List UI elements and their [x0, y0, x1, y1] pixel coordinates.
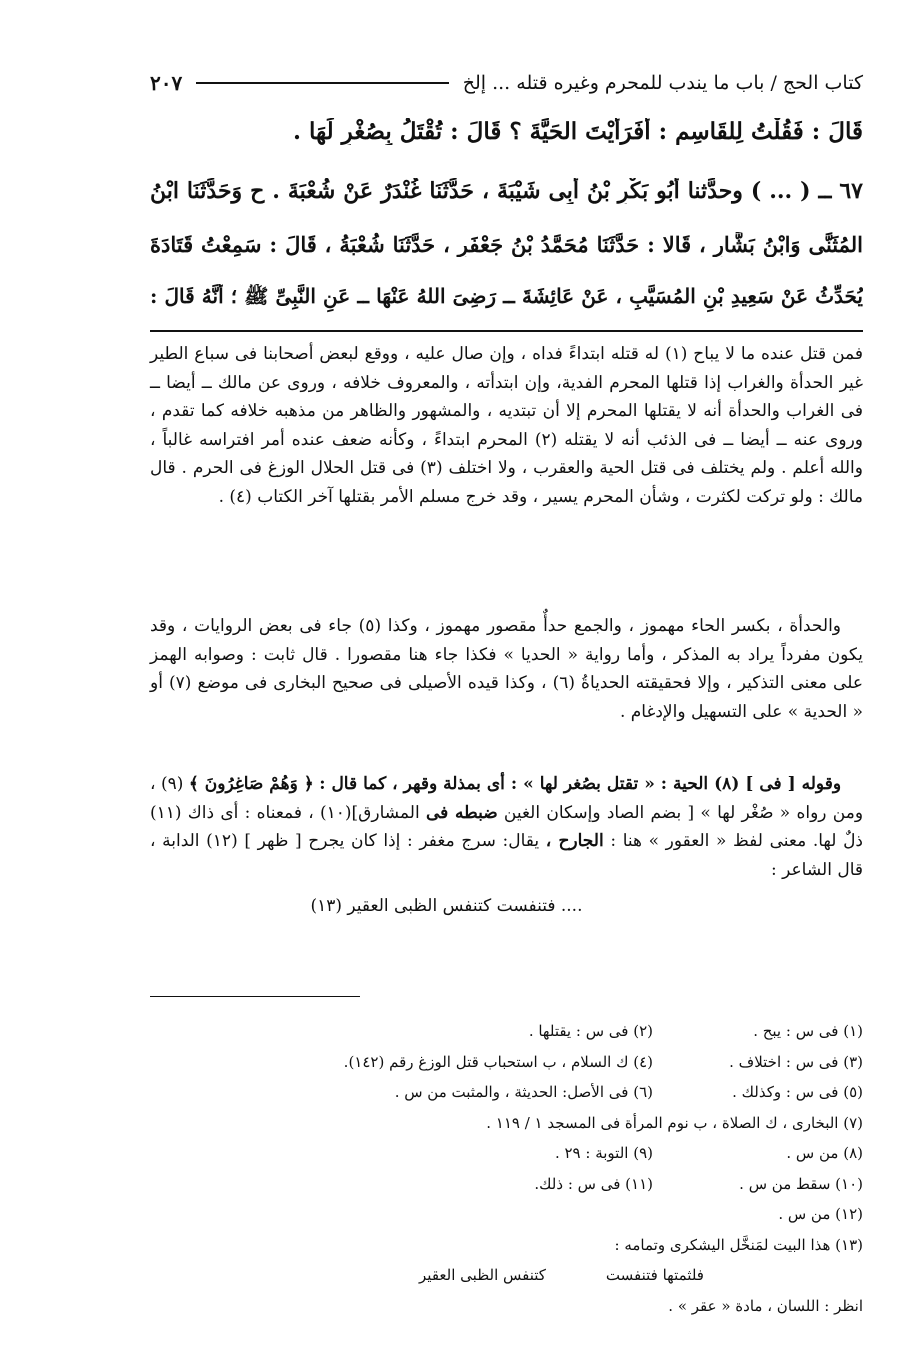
- commentary-text: فمن قتل عنده ما لا يباح (١) له قتله ابتداءً فداه ، وإن صال عليه ، ووقع لبعض أصحابنا فى سباع الطير غير الحدأة والغراب إذا قتلها المحرم الفدية، وإن ابتدأته ، والمعروف خلافه ، وروى عن مالك ــ أيضا ــ فى الغراب والحدأة أنه لا يقتلها المحرم إلا أن تبتديه ، والمشهور والظاهر من مذهبه خلافه كما تقدم ، وروى عنه ــ أيضا ــ فى الذئب أنه لا يقتله (٢) المحرم ابتداءً ، وكأنه ضعف عنده أمر افتراسه غالباً ، والله أعلم . ولم يختلف فى قتل الحية والعقرب ، ولا اختلف (٣) فى قتل الحلال الوزغ فى الحرم . قال مالك : ولو تركت لكثرت ، وشأن المحرم يسير ، وقد خرج مسلم الأمر بقتلها آخر الكتاب (٤) .: [150, 344, 863, 507]
- hadith-line-1: قَالَ : فَقُلْتُ لِلقَاسِمِ : أَفَرَأَيْتَ الحَيَّةَ ؟ قَالَ : تُقْتَلُ بِصُغْرٍ لَهَا .: [293, 118, 863, 145]
- footnote-divider: [150, 996, 360, 997]
- footnote-row: [140, 1138, 863, 1169]
- commentary-paragraph-2: [150, 612, 863, 726]
- header-title: كتاب الحج / باب ما يندب للمحرم وغيره قتله ... إلخ: [462, 72, 863, 94]
- footnote: (٦) فى الأصل: الحديثة ، والمثبت من س .: [394, 1083, 653, 1101]
- footnote: (١١) فى س : ذلك.: [534, 1174, 653, 1193]
- footnote: (١٢) من س .: [778, 1205, 863, 1223]
- footnote: (٣) فى س : اختلاف .: [729, 1052, 863, 1071]
- hadith-line-2: ٦٧ ــ ( ... ) وحدَّثنا أَبُو بَكْرِ بْنُ أَبِى شَيْبَةَ ، حَدَّثَنَا غُنْدَرٌ عَنْ شُعْبَةَ . ح وَحَدَّثَنَا ابْنُ: [150, 178, 863, 204]
- footnote-row: [140, 1291, 863, 1322]
- commentary-paragraph-3: [150, 770, 863, 921]
- header-rule: [196, 82, 449, 84]
- footnote: (٢) فى س : يقتلها .: [528, 1022, 653, 1040]
- footnote: (٨) من س .: [786, 1144, 863, 1162]
- poetry-verse: .... فتنفست كتنفس الظبى العقير (١٣): [310, 896, 583, 917]
- footnote-verse: [140, 1260, 863, 1291]
- footnote-row: [140, 1047, 863, 1078]
- commentary-bold-word: الجارح ،: [545, 831, 604, 852]
- running-header: [150, 66, 863, 100]
- footnote-row: [140, 1199, 863, 1230]
- footnote-reference: انظر : اللسان ، مادة « عقر » .: [668, 1296, 863, 1315]
- footnote: (١٠) سقط من س .: [739, 1174, 863, 1193]
- footnotes: [140, 1016, 863, 1321]
- footnote: (٥) فى س : وكذلك .: [732, 1083, 863, 1101]
- commentary-text: والحدأة ، بكسر الحاء مهموز ، والجمع حدأٌ مقصور مهموز ، وكذا (٥) جاء فى بعض الروايات ، وقد يكون مفرداً يراد به المذكر ، وأما رواية « الحديا » فكذا جاء هنا مقصورا . قال ثابت : وصوابه الهمز على معنى التذكير ، وإلا فحقيقته الحدياةُ (٦) ، وكذا قيده الأصيلى فى صحيح البخارى فى موضع (٧) أو « الحدية » على التسهيل والإدغام .: [150, 616, 863, 722]
- footnote: (١) فى س : يبح .: [753, 1022, 863, 1040]
- text-divider: [150, 330, 863, 332]
- commentary-rest: المشارق](١٠) ، فمعناه : أى ذاك (١١) ذلٌ لها. معنى لفظ « العقور » هنا :: [150, 802, 863, 852]
- footnote-row: [140, 1077, 863, 1108]
- commentary-lead: وقوله [ فى ] (٨) الحية : « تقتل بصُغر لها » : أى بمذلة وقهر ، كما قال :: [319, 774, 842, 794]
- footnote: (٩) التوبة : ٢٩ .: [554, 1144, 653, 1162]
- commentary-bold-phrase: ضبطه فى: [425, 802, 498, 823]
- commentary-paragraph-1: [150, 340, 863, 512]
- footnote-row: [140, 1016, 863, 1047]
- verse-hemistich-2: كتنفس الظبى العقير: [419, 1266, 546, 1284]
- footnote: (١٣) هذا البيت لمَنخَّل اليشكرى وتمامه :: [614, 1235, 863, 1254]
- page-number: ٢٠٧: [150, 71, 183, 95]
- hadith-line-3: المُثَنَّى وَابْنُ بَشَّارٍ ، قَالا : حَدَّثَنَا مُحَمَّدُ بْنُ جَعْفَرٍ ، حَدَّثَنَا شُعْبَةُ ، قَالَ : سَمِعْتُ قَتَادَةَ: [150, 232, 863, 257]
- commentary-end: يقال: سرج مغفر : إذا كان يجرح [ ظهر ] (١٢) الدابة ، قال الشاعر :: [150, 831, 863, 880]
- commentary-text: [150, 770, 863, 884]
- footnote-row: [140, 1108, 863, 1139]
- footnote: (٧) البخارى ، ك الصلاة ، ب نوم المرأة فى المسجد ١ / ١١٩ .: [486, 1113, 863, 1132]
- commentary-mid: (٩) ، ومن رواه « صُغْر لها » [ بضم الصاد وإسكان الغين: [150, 774, 864, 823]
- footnote-row: [140, 1230, 863, 1261]
- footnote-row: [140, 1169, 863, 1200]
- footnote: (٤) ك السلام ، ب استحباب قتل الوزغ رقم (١٤٢).: [343, 1052, 653, 1071]
- hadith-line-4: يُحَدِّثُ عَنْ سَعِيدِ بْنِ المُسَيَّبِ ، عَنْ عَائِشَةَ ــ رَضِىَ اللهُ عَنْهَا ــ عَنِ النَّبِىِّ ﷺ ؛ أَنَّهُ قَالَ :: [150, 284, 863, 308]
- quran-quote: ﴿ وَهُمْ صَاغِرُونَ ﴾: [188, 774, 314, 794]
- verse-hemistich-1: فلثمتها فتنفست: [605, 1266, 704, 1284]
